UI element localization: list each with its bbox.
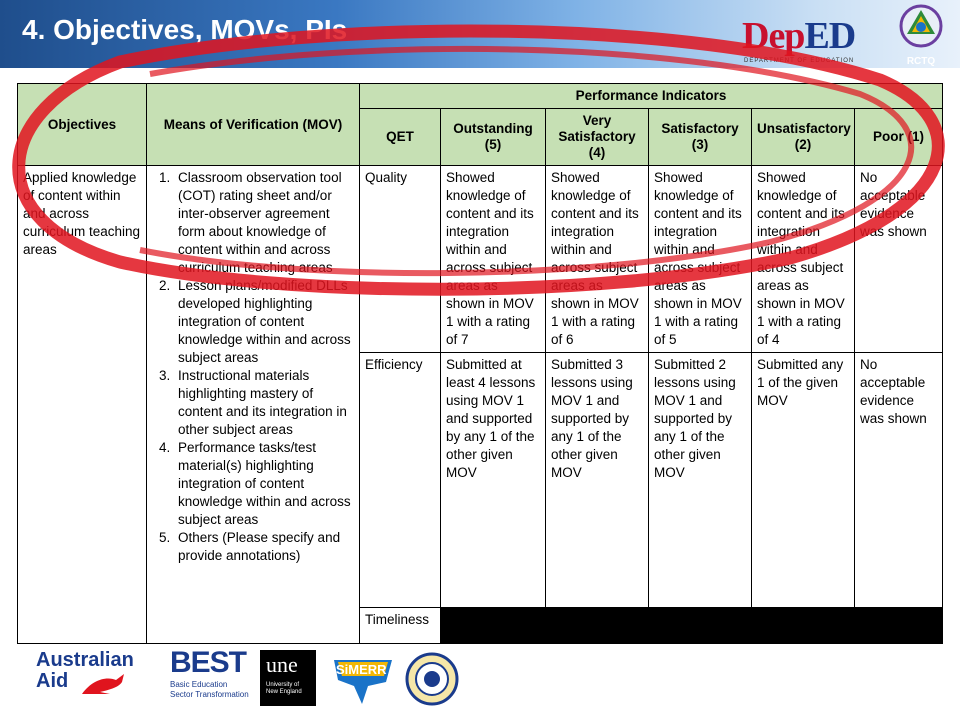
header-unsatisfactory: Unsatisfactory (2) [752,109,855,166]
header-very-satisfactory: Very Satisfactory (4) [546,109,649,166]
efficiency-satisfactory: Submitted 2 lessons using MOV 1 and supported by any 1 of the other given MOV [649,353,752,608]
university-seal-logo [405,652,459,706]
header-performance-indicators: Performance Indicators [360,84,943,109]
efficiency-outstanding: Submitted at least 4 lessons using MOV 1 and supported by any 1 of the other given MOV [441,353,546,608]
mov-item: 4. Performance tasks/test material(s) highlighting integration of content knowledge within and across subject areas [174,439,354,529]
header-qet: QET [360,109,441,166]
efficiency-unsatisfactory: Submitted any 1 of the given MOV [752,353,855,608]
header-mov: Means of Verification (MOV) [147,84,360,166]
qet-efficiency: Efficiency [360,353,441,608]
mov-item: 2. Lesson plans/modified DLLs developed highlighting integration of content knowledge within and across subject areas [174,277,354,367]
quality-outstanding: Showed knowledge of content and its integration within and across subject areas as shown in MOV 1 with a rating of 7 [441,166,546,353]
quality-very-satisfactory: Showed knowledge of content and its integration within and across subject areas as shown in MOV 1 with a rating of 6 [546,166,649,353]
une-logo-text: une [266,652,298,677]
mov-cell [147,166,360,644]
timeliness-blackout [441,608,943,644]
qet-timeliness: Timeliness [360,608,441,644]
deped-logo-ed: ED [804,15,856,57]
mov-item: 1. Classroom observation tool (COT) rating sheet and/or inter-observer agreement form about knowledge of content within and across curriculum teaching areas [174,169,354,277]
best-logo-subtitle: Basic Education Sector Transformation [170,680,249,699]
best-logo: BEST [170,646,247,679]
header-satisfactory: Satisfactory (3) [649,109,752,166]
header-objectives: Objectives [18,84,147,166]
objective-cell: Applied knowledge of content within and across curriculum teaching areas [18,166,147,644]
quality-poor: No acceptable evidence was shown [855,166,943,353]
kangaroo-icon [80,670,128,696]
efficiency-poor: No acceptable evidence was shown [855,353,943,608]
mov-item: 3. Instructional materials highlighting mastery of content and its integration in other subject areas [174,367,354,439]
une-logo-subtitle: University of New England [266,682,302,695]
mov-item: 5. Others (Please specify and provide annotations) [174,529,354,565]
slide-header [0,0,960,68]
deped-logo-subtitle: DEPARTMENT OF EDUCATION [744,58,855,64]
australian-aid-logo: Australian Aid [36,649,134,692]
une-logo [260,650,316,706]
quality-satisfactory: Showed knowledge of content and its integration within and across subject areas as shown in MOV 1 with a rating of 5 [649,166,752,353]
performance-table [17,83,943,644]
rctq-label: RCTQ [906,56,936,67]
simerr-logo [328,652,398,708]
deped-logo-dep: Dep [742,15,805,57]
mov-list [152,169,354,565]
slide-title: 4. Objectives, MOVs, PIs [22,14,348,45]
quality-unsatisfactory: Showed knowledge of content and its integration within and across subject areas as shown in MOV 1 with a rating of 4 [752,166,855,353]
efficiency-very-satisfactory: Submitted 3 lessons using MOV 1 and supported by any 1 of the other given MOV [546,353,649,608]
deped-logo [742,14,855,58]
simerr-logo-text: SiMERR [336,662,387,677]
footer-logos [0,640,960,720]
header-outstanding: Outstanding (5) [441,109,546,166]
header-poor: Poor (1) [855,109,943,166]
qet-quality: Quality [360,166,441,353]
rctq-logo-icon [899,2,943,52]
